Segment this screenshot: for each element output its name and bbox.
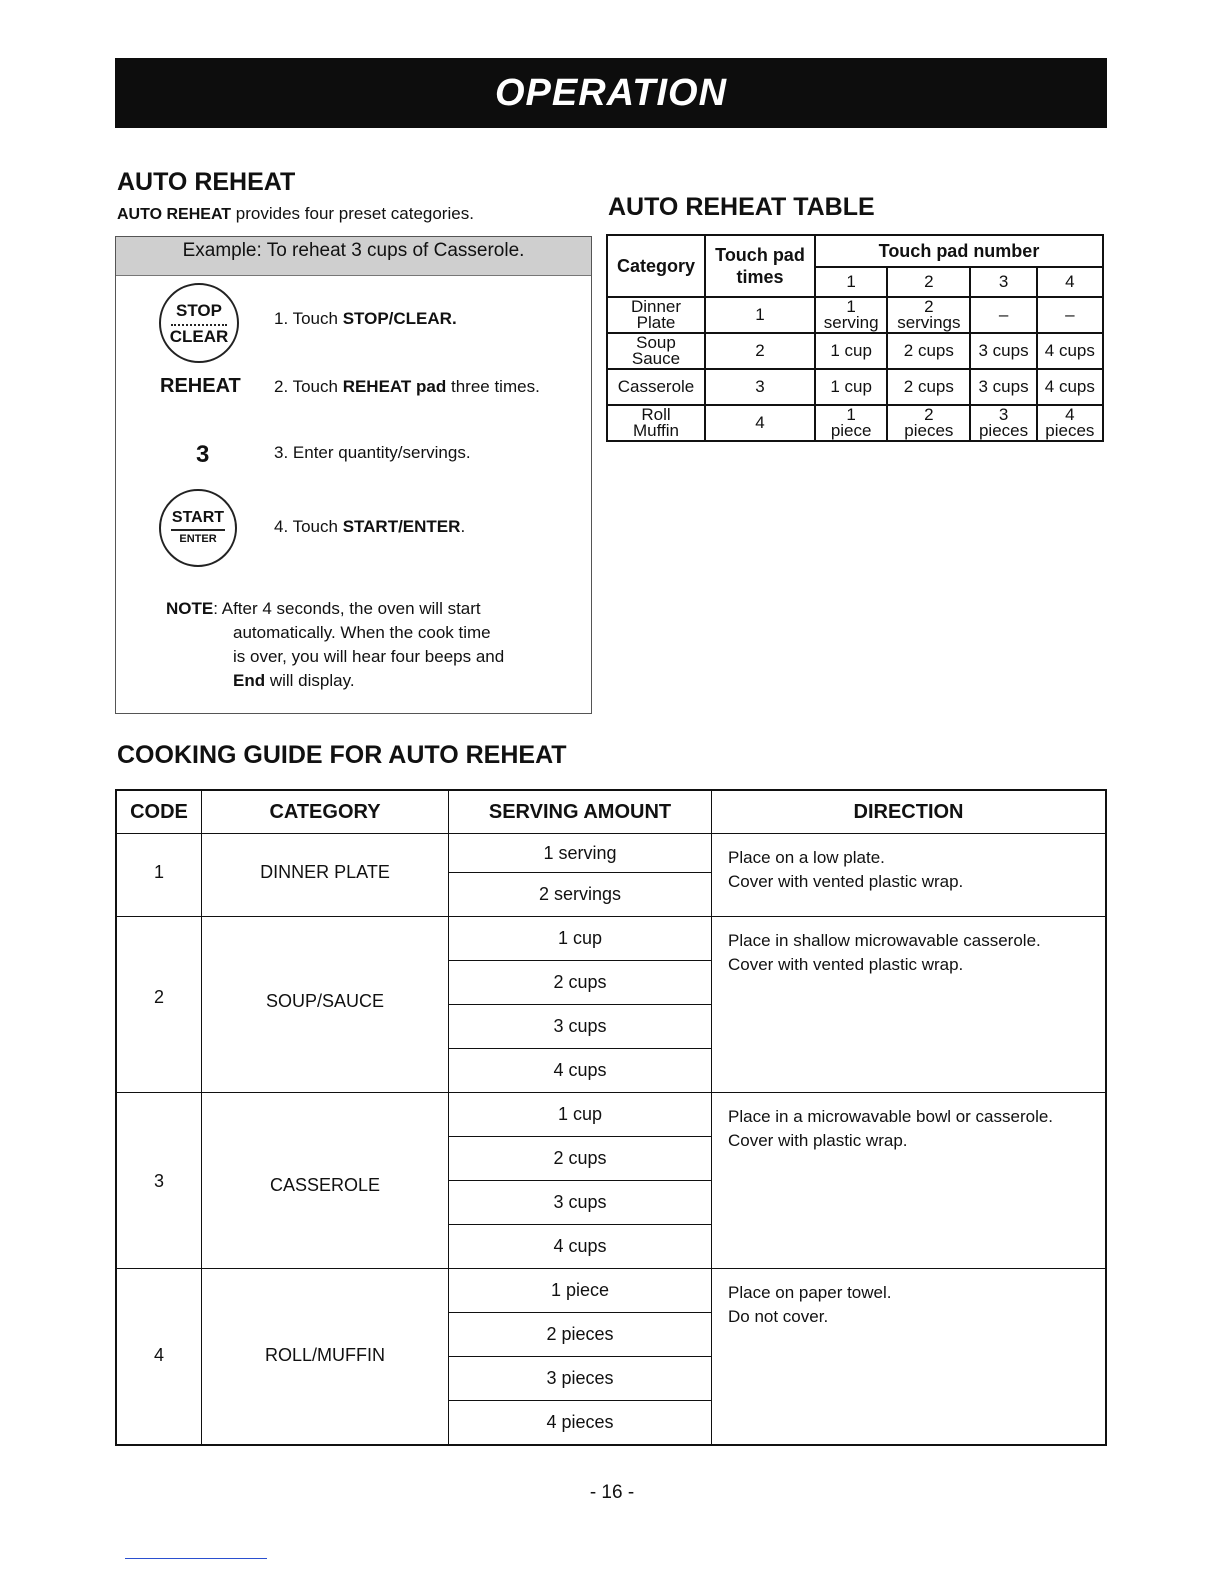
step-4: 4. Touch START/ENTER. [274, 517, 466, 536]
table-row: 1 DINNER PLATE 1 serving Place on a low plate. Cover with vented plastic wrap. [116, 834, 1106, 873]
footer-rule [125, 1558, 267, 1559]
header-touch-pad-number: Touch pad number [815, 235, 1103, 267]
number-header: 4 [1037, 267, 1103, 297]
auto-reheat-intro: AUTO REHEAT provides four preset categories. [117, 204, 474, 223]
example-title: Example: To reheat 3 cups of Casserole. [116, 237, 591, 276]
header-category: CATEGORY [202, 790, 449, 834]
table-row: Soup Sauce 2 1 cup 2 cups 3 cups 4 cups [607, 333, 1103, 369]
stop-clear-button-icon: STOP CLEAR [159, 283, 239, 363]
header-direction: DIRECTION [712, 790, 1107, 834]
step-2: 2. Touch REHEAT pad three times. [274, 377, 540, 396]
step-3: 3. Enter quantity/servings. [274, 443, 471, 462]
table-row: Roll Muffin 4 1 piece 2 pieces 3 pieces 4 pieces [607, 405, 1103, 441]
start-enter-button-icon: START ENTER [159, 489, 237, 567]
number-header: 3 [970, 267, 1036, 297]
number-header: 1 [815, 267, 887, 297]
table-row: Casserole 3 1 cup 2 cups 3 cups 4 cups [607, 369, 1103, 405]
table-row: 4 ROLL/MUFFIN 1 piece Place on paper towel. Do not cover. [116, 1269, 1106, 1313]
header-serving-amount: SERVING AMOUNT [449, 790, 712, 834]
reheat-key-label: REHEAT [160, 375, 241, 397]
auto-reheat-heading: AUTO REHEAT [117, 168, 296, 196]
quantity-key-label: 3 [196, 441, 210, 468]
number-header: 2 [887, 267, 970, 297]
header-code: CODE [116, 790, 202, 834]
table-row: 2 SOUP/SAUCE 1 cup Place in shallow microwavable casserole. Cover with vented plastic wrap. [116, 917, 1106, 961]
table-row: Dinner Plate 1 1 serving 2 servings – – [607, 297, 1103, 333]
header-touch-pad-times: Touch pad times [705, 235, 815, 297]
header-category: Category [607, 235, 705, 297]
auto-reheat-table [606, 234, 1104, 442]
table-row: 3 CASSEROLE 1 cup Place in a microwavable bowl or casserole. Cover with plastic wrap. [116, 1093, 1106, 1137]
cooking-guide-heading: COOKING GUIDE FOR AUTO REHEAT [117, 741, 567, 769]
step-1: 1. Touch STOP/CLEAR. [274, 309, 457, 328]
section-banner: OPERATION [115, 58, 1107, 128]
page-number: - 16 - [589, 1482, 635, 1503]
note-text: NOTE: After 4 seconds, the oven will start automatically. When the cook time is over, you will hear four beeps and End will display. [166, 599, 505, 690]
reheat-table-heading: AUTO REHEAT TABLE [608, 193, 875, 221]
cooking-guide-table: CODE CATEGORY SERVING AMOUNT DIRECTION 1 DINNER PLATE 1 serving Place on a low plate. Cover with vented plastic wrap. 2 servings 2 SOUP/SAUCE 1 cup Place in shallow microwavable casserole. Cover with vented plastic wrap. 2 cups 3 cups 4 cups 3 CASSEROLE 1 cup Place in a microwavable bowl or casserole. Cover with plastic wrap. 2 cups 3 cups 4 cups 4 ROLL/MUFFIN 1 piece Place on paper towel. Do not cover. 2 pieces 3 pieces 4 pieces [115, 789, 1107, 1446]
